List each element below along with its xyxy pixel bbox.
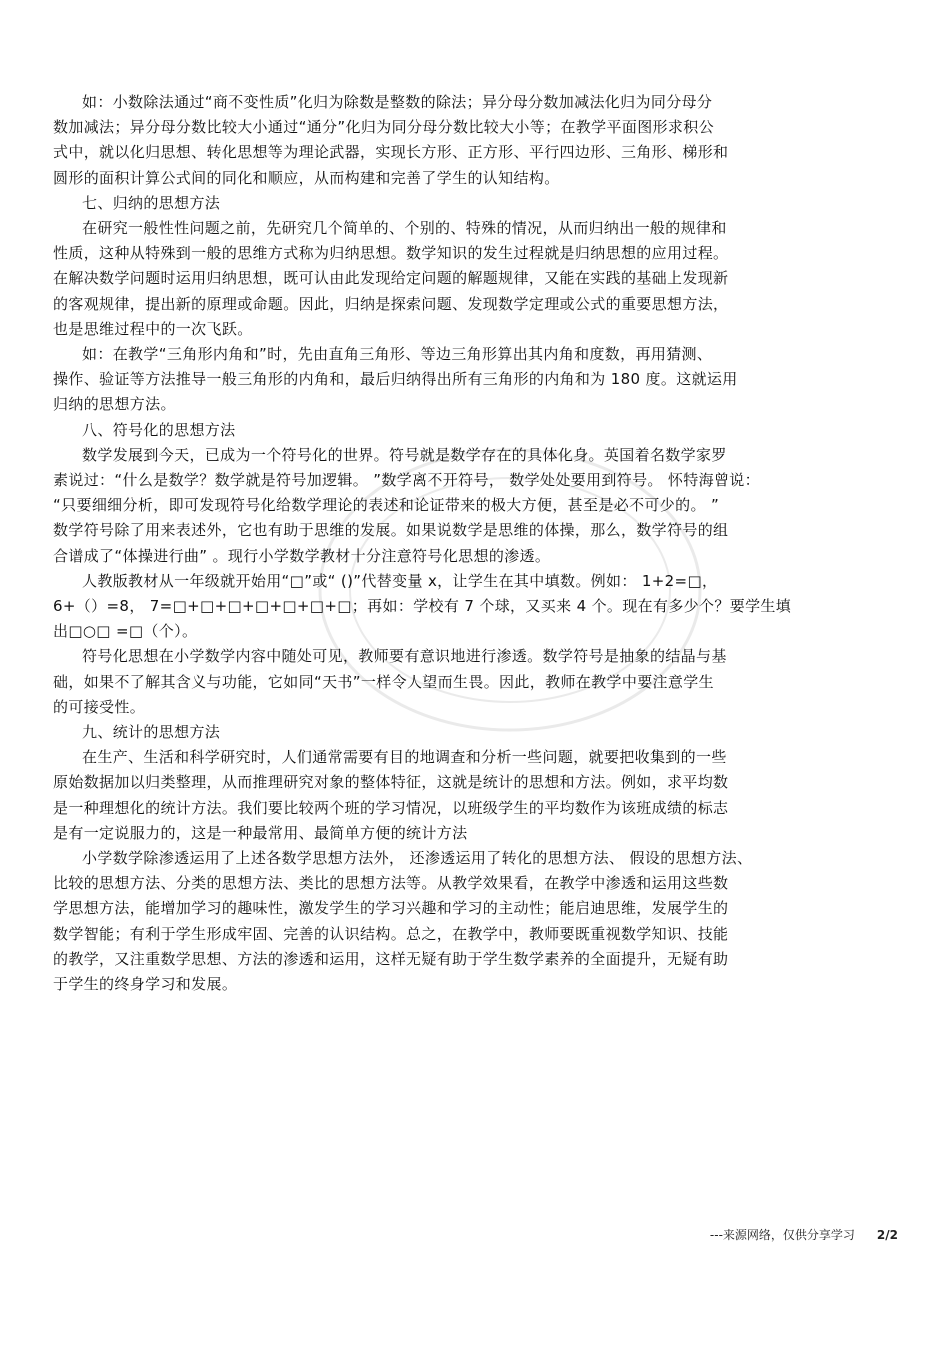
text-line: 原始数据加以归类整理，从而推理研究对象的整体特征，这就是统计的思想和方法。例如，求平均数 xyxy=(53,773,729,792)
text-line: 于学生的终身学习和发展。 xyxy=(53,975,238,993)
text-line: 素说过：“什么是数学？数学就是符号加逻辑。 ”数学离不开符号， 数学处处要用到符号。 怀特海曾说： xyxy=(53,471,761,489)
text-line: 如：小数除法通过“商不变性质”化归为除数是整数的除法；异分母分数加减法化归为同分母分 xyxy=(82,93,713,111)
text-line: 6+（）=8， 7=□+□+□+□+□+□+□；再如：学校有 7 个球，又买来 4 个。现在有多少个？要学生填 xyxy=(53,597,792,615)
text-line: 的教学，又注重数学思想、方法的渗透和运用，这样无疑有助于学生数学素养的全面提升，无疑有助 xyxy=(53,949,729,968)
text-line: 出□○□ =□（个）。 xyxy=(53,622,198,641)
page-number: 2/2 xyxy=(876,1228,898,1242)
text-line: 在生产、生活和科学研究时，人们通常需要有目的地调查和分析一些问题，就要把收集到的一些 xyxy=(82,748,727,767)
text-line: 八、符号化的思想方法 xyxy=(82,420,236,439)
text-line: 七、归纳的思想方法 xyxy=(82,193,221,212)
text-line: 小学数学除渗透运用了上述各数学思想方法外， 还渗透运用了转化的思想方法、 假设的思想方法、 xyxy=(82,849,753,867)
text-line: 符号化思想在小学数学内容中随处可见，教师要有意识地进行渗透。数学符号是抽象的结晶与基 xyxy=(82,647,727,666)
text-line: 九、统计的思想方法 xyxy=(82,723,221,741)
text-line: 也是思维过程中的一次飞跃。 xyxy=(53,319,253,338)
text-line: 归纳的思想方法。 xyxy=(53,395,176,414)
text-line: 在解决数学问题时运用归纳思想，既可认由此发现给定问题的解题规律，又能在实践的基础上发现新 xyxy=(53,269,729,288)
text-line: 圆形的面积计算公式间的同化和顺应，从而构建和完善了学生的认知结构。 xyxy=(53,168,560,187)
text-line: 数加减法；异分母分数比较大小通过“通分”化归为同分母分数比较大小等；在教学平面图形求积公 xyxy=(53,118,714,137)
text-line: 的客观规律，提出新的原理或命题。因此，归纳是探索问题、发现数学定理或公式的重要思想方法， xyxy=(53,294,729,313)
text-line: 是有一定说服力的，这是一种最常用、最简单方便的统计方法 xyxy=(53,823,468,842)
text-line: 数学智能；有利于学生形成牢固、完善的认识结构。总之，在教学中，教师要既重视数学知识、技能 xyxy=(53,924,729,943)
footer-source: ---来源网络，仅供分享学习 xyxy=(709,1228,855,1242)
text-line: 式中，就以化归思想、转化思想等为理论武器，实现长方形、正方形、平行四边形、三角形、梯形和 xyxy=(53,143,729,162)
text-line: 性质，这种从特殊到一般的思维方式称为归纳思想。数学知识的发生过程就是归纳思想的应用过程。 xyxy=(53,244,729,263)
text-line: 数学符号除了用来表述外，它也有助于思维的发展。如果说数学是思维的体操，那么，数学符号的组 xyxy=(53,521,729,540)
text-line: 操作、验证等方法推导一般三角形的内角和，最后归纳得出所有三角形的内角和为 180 度。这就运用 xyxy=(53,370,738,389)
text-line: 人教版教材从一年级就开始用“□”或“ ()”代替变量 x，让学生在其中填数。例如： 1+2=□， xyxy=(82,571,718,590)
text-line: “只要细细分析，即可发现符号化给数学理论的表述和论证带来的极大方便，甚至是必不可少的。 ” xyxy=(53,496,720,515)
text-line: 比较的思想方法、分类的思想方法、类比的思想方法等。从教学效果看，在教学中渗透和运用这些数 xyxy=(53,874,729,893)
text-line: 学思想方法，能增加学习的趣味性，激发学生的学习兴趣和学习的主动性；能启迪思维，发展学生的 xyxy=(53,899,729,918)
text-line: 合谱成了“体操进行曲” 。现行小学数学教材十分注意符号化思想的渗透。 xyxy=(53,546,551,565)
text-line: 的可接受性。 xyxy=(53,697,146,716)
text-line: 在研究一般性性问题之前，先研究几个简单的、个别的、特殊的情况，从而归纳出一般的规律和 xyxy=(82,219,727,237)
page-footer xyxy=(710,1226,898,1243)
text-line: 是一种理想化的统计方法。我们要比较两个班的学习情况，以班级学生的平均数作为该班成绩的标志 xyxy=(53,798,729,817)
text-line: 础，如果不了解其含义与功能，它如同“天书”一样令人望而生畏。因此，教师在教学中要注意学生 xyxy=(53,672,714,691)
text-line: 如：在教学“三角形内角和”时，先由直角三角形、等边三角形算出其内角和度数，再用猜测、 xyxy=(82,345,713,363)
text-line: 数学发展到今天，已成为一个符号化的世界。符号就是数学存在的具体化身。英国着名数学家罗 xyxy=(82,445,727,464)
